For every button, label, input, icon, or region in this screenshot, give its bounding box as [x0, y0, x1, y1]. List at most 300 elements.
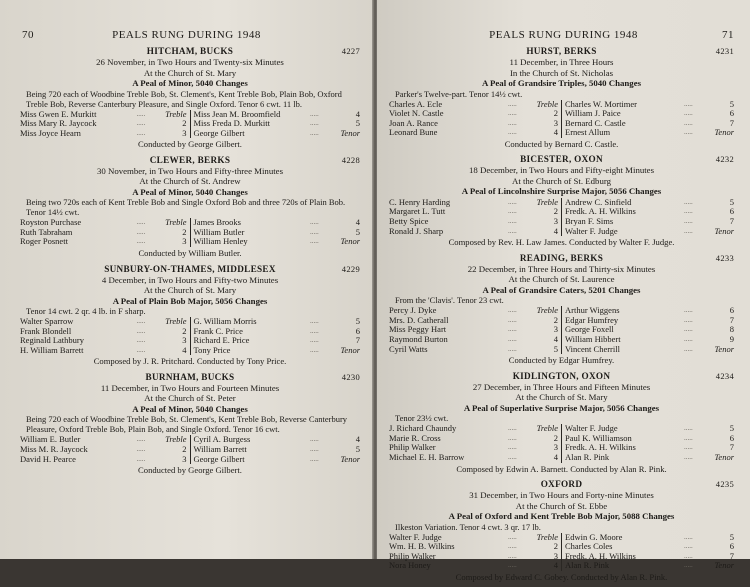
- peal-place: HITCHAM, BUCKS: [146, 46, 234, 56]
- peal-place: SUNBURY-ON-THAMES, MIDDLESEX: [104, 263, 276, 274]
- peal-record: [20, 264, 360, 367]
- bell-number: 3: [182, 236, 187, 247]
- bell-number: 5: [729, 196, 734, 207]
- bell-number: Tenor: [714, 127, 734, 138]
- leader-dots: .....: [136, 227, 146, 236]
- peal-church: At the Church of St. Mary: [143, 67, 237, 78]
- bell-number: 5: [355, 444, 360, 455]
- peal-conductor: Conducted by William Butler.: [138, 248, 242, 259]
- ringer-name: Edwin G. Moore: [565, 531, 623, 542]
- ringers-column: [389, 533, 562, 571]
- ringer-row: [194, 455, 361, 465]
- ringer-name: Miss Joyce Hearn: [20, 127, 81, 138]
- page-number: 70: [22, 29, 34, 41]
- peal-church: In the Church of St. Nicholas: [509, 67, 614, 78]
- ringers-table: [389, 306, 734, 354]
- ringer-name: Miss Gwen E. Murkitt: [20, 108, 97, 119]
- peal-heading: [389, 371, 734, 382]
- leader-dots: .....: [136, 237, 146, 246]
- peal-date: 31 December, in Two Hours and Forty-nine Minutes: [469, 490, 654, 501]
- peal-conductor: Composed by Edwin A. Barnett. Conducted by Alan R. Pink.: [456, 463, 667, 474]
- leader-dots: .....: [136, 454, 146, 463]
- ringer-name: Bryan F. Sims: [565, 216, 614, 227]
- peal-record: [389, 479, 734, 582]
- leader-dots: .....: [508, 315, 517, 324]
- leader-dots: .....: [310, 109, 319, 118]
- leader-dots: .....: [136, 326, 146, 335]
- ringer-name: Cyril A. Burgess: [193, 434, 251, 445]
- peal-method: A Peal of Minor, 5040 Changes: [132, 78, 248, 88]
- ringers-column: [20, 317, 191, 355]
- left-page: [0, 0, 373, 559]
- bell-number: Treble: [165, 434, 187, 445]
- bell-number: 5: [355, 118, 360, 129]
- ringers-table: [389, 198, 734, 236]
- ringer-name: Edgar Humfrey: [565, 314, 619, 325]
- ringer-name: Betty Spice: [389, 216, 429, 227]
- peal-heading: [389, 154, 734, 165]
- peal-record: [389, 371, 734, 474]
- ringer-name: Fredk. A. H. Wilkins: [565, 206, 636, 217]
- peal-date: 22 December, in Three Hours and Thirty-six Minutes: [467, 263, 656, 274]
- leader-dots: .....: [684, 226, 693, 235]
- peal-number: 4229: [341, 263, 360, 274]
- ringer-name: Miss Mary R. Jaycock: [20, 118, 97, 129]
- peal-method: A Peal of Grandsire Triples, 5040 Changes: [481, 78, 642, 88]
- bell-number: 3: [182, 335, 187, 346]
- peal-method: A Peal of Plain Bob Major, 5056 Changes: [112, 295, 268, 306]
- peal-conductor: Composed by J. R. Pritchard. Conducted by Tony Price.: [93, 356, 287, 367]
- bell-number: 2: [553, 206, 558, 217]
- ringer-name: William Henley: [193, 236, 248, 247]
- ringers-column: [562, 424, 734, 462]
- ringer-name: Fredk. A. H. Wilkins: [565, 442, 636, 453]
- ringer-row: [389, 561, 558, 571]
- ringer-name: Marie R. Cross: [389, 432, 441, 443]
- ringer-name: G. William Morris: [193, 316, 257, 327]
- leader-dots: .....: [310, 119, 319, 128]
- ringers-column: [191, 110, 361, 139]
- leader-dots: .....: [684, 315, 693, 324]
- bell-number: 3: [553, 117, 558, 128]
- peal-place: KIDLINGTON, OXON: [512, 370, 611, 381]
- peal-composition: Being 720 each of Woodbine Treble Bob, St. Clement's, Kent Treble Bob, Plain Bob, Oxford Treble Bob, Reverse Canterbury Pleasure, and Single Oxford. Tenor 6 cwt. 11 lb.: [26, 88, 342, 109]
- bell-number: Treble: [536, 423, 558, 434]
- bell-number: 3: [553, 442, 558, 453]
- ringer-name: Margaret L. Tutt: [389, 206, 446, 217]
- leader-dots: .....: [508, 118, 517, 127]
- ringers-column: [562, 100, 734, 138]
- leader-dots: .....: [508, 561, 517, 570]
- peal-heading: [389, 479, 734, 490]
- ringer-name: James Brooks: [193, 217, 241, 228]
- ringers-table: [389, 533, 734, 571]
- peal-conductor: Conducted by Edgar Humfrey.: [508, 355, 615, 366]
- peal-method: A Peal of Minor, 5040 Changes: [132, 403, 248, 414]
- peal-number: 4231: [715, 46, 734, 56]
- peal-heading: [20, 46, 360, 57]
- leader-dots: .....: [684, 551, 693, 560]
- leader-dots: .....: [684, 453, 693, 461]
- ringer-name: Ruth Tabraham: [20, 226, 73, 237]
- peal-date: 26 November, in Two Hours and Twenty-six Minutes: [96, 57, 284, 67]
- ringer-name: Andrew C. Sinfield: [565, 196, 632, 207]
- bell-number: 2: [553, 541, 558, 552]
- leader-dots: .....: [508, 433, 517, 442]
- bell-number: 4: [553, 334, 558, 345]
- ringer-name: Philip Walker: [389, 550, 436, 561]
- ringer-name: Miss Freda D. Murkitt: [193, 118, 270, 129]
- leader-dots: .....: [508, 197, 517, 206]
- peal-church: At the Church of St. Andrew: [139, 176, 241, 187]
- leader-dots: .....: [684, 325, 693, 334]
- ringers-table: [389, 424, 734, 462]
- peal-conductor: Conducted by George Gilbert.: [138, 139, 242, 150]
- leader-dots: .....: [684, 109, 693, 118]
- leader-dots: .....: [684, 424, 693, 433]
- leader-dots: .....: [684, 306, 693, 315]
- ringer-name: George Gilbert: [193, 127, 245, 138]
- bell-number: 6: [729, 432, 734, 443]
- bell-number: 2: [182, 226, 187, 237]
- bell-number: Treble: [536, 98, 558, 109]
- peal-record: [20, 46, 360, 150]
- leader-dots: .....: [310, 237, 319, 246]
- peal-number: 4232: [715, 154, 734, 165]
- leader-dots: .....: [508, 532, 517, 541]
- leader-dots: .....: [684, 217, 693, 226]
- ringers-column: [389, 306, 562, 354]
- peal-heading: [389, 46, 734, 57]
- peal-number: 4235: [715, 479, 734, 490]
- ringer-name: Cyril Watts: [389, 343, 428, 354]
- peal-conductor: Composed by Rev. H. Law James. Conducted by Walter F. Judge.: [448, 237, 675, 248]
- bell-number: 7: [729, 442, 734, 453]
- peal-composition: Ilkeston Variation. Tenor 4 cwt. 3 qr. 17 lb.: [395, 521, 541, 532]
- ringers-column: [562, 198, 734, 236]
- bell-number: 3: [553, 216, 558, 227]
- bell-number: 7: [729, 216, 734, 227]
- ringers-column: [20, 110, 191, 139]
- ringer-row: [389, 453, 558, 463]
- ringer-name: William Butler: [193, 226, 245, 237]
- ringer-name: Reginald Lathbury: [20, 335, 84, 346]
- peal-method: A Peal of Superlative Surprise Major, 5056 Changes: [463, 402, 660, 413]
- peal-method: A Peal of Grandsire Caters, 5201 Changes: [482, 284, 641, 295]
- ringer-name: Charles W. Mortimer: [565, 98, 638, 109]
- bell-number: 9: [729, 334, 734, 345]
- bell-number: 3: [553, 550, 558, 561]
- ringer-name: Charles A. Ecle: [389, 98, 443, 109]
- leader-dots: .....: [684, 542, 693, 551]
- peal-heading: [20, 372, 360, 383]
- ringer-name: Frank C. Price: [193, 325, 243, 336]
- ringers-column: [389, 100, 562, 138]
- leader-dots: .....: [508, 325, 517, 334]
- peal-place: OXFORD: [540, 479, 583, 490]
- leader-dots: .....: [136, 435, 146, 444]
- bell-number: 7: [729, 314, 734, 325]
- ringers-column: [191, 218, 361, 247]
- ringer-name: C. Henry Harding: [389, 196, 451, 207]
- leader-dots: .....: [310, 227, 319, 236]
- bell-number: 6: [729, 305, 734, 316]
- ringer-row: [389, 345, 558, 355]
- bell-number: 6: [729, 108, 734, 119]
- peal-record: [389, 154, 734, 247]
- leader-dots: .....: [684, 207, 693, 216]
- bell-number: 4: [355, 434, 360, 445]
- ringer-row: [20, 346, 187, 356]
- peal-record: [20, 372, 360, 476]
- ringers-column: [389, 424, 562, 462]
- ringer-name: Walter Sparrow: [20, 316, 74, 327]
- bell-number: 3: [182, 453, 187, 464]
- peal-date: 4 December, in Two Hours and Fifty-two Minutes: [101, 274, 279, 285]
- peal-place: HURST, BERKS: [526, 46, 597, 56]
- peal-number: 4234: [715, 370, 734, 381]
- ringer-row: [194, 129, 361, 139]
- peal-church: At the Church of St. Peter: [144, 393, 236, 404]
- peal-date: 11 December, in Three Hours: [509, 57, 614, 67]
- bell-number: 7: [355, 335, 360, 346]
- bell-number: 2: [553, 314, 558, 325]
- leader-dots: .....: [508, 453, 517, 461]
- ringers-table: [20, 435, 360, 464]
- ringer-row: [20, 455, 187, 465]
- ringers-column: [191, 317, 361, 355]
- bell-number: 2: [182, 325, 187, 336]
- bell-number: 3: [553, 324, 558, 335]
- bell-number: 4: [355, 108, 360, 119]
- bell-number: Treble: [165, 217, 187, 228]
- leader-dots: .....: [508, 551, 517, 560]
- leader-dots: .....: [136, 317, 146, 326]
- ringer-name: Miss M. R. Jaycock: [20, 444, 88, 455]
- peal-heading: [389, 253, 734, 264]
- leader-dots: .....: [684, 99, 693, 108]
- running-head: PEALS RUNG DURING 1948: [112, 29, 261, 41]
- leader-dots: .....: [508, 217, 517, 226]
- leader-dots: .....: [684, 443, 693, 452]
- ringers-table: [389, 100, 734, 138]
- bell-number: 2: [182, 444, 187, 455]
- ringer-row: [565, 453, 734, 463]
- ringer-name: Ronald J. Sharp: [389, 225, 444, 236]
- ringer-name: Paul K. Williamson: [565, 432, 632, 443]
- peal-composition: Tenor 23½ cwt.: [395, 413, 449, 424]
- peal-composition: Being 720 each of Woodbine Treble Bob, St. Clement's, Kent Treble Bob, Reverse Canterbury Pleasure, Oxford Treble Bob, Plain Bob, and Single Oxford. Tenor 16 cwt.: [26, 414, 348, 435]
- bell-number: Tenor: [340, 236, 360, 247]
- peal-church: At the Church of St. Edburg: [511, 175, 612, 186]
- ringer-name: Percy J. Dyke: [389, 305, 437, 316]
- leader-dots: .....: [508, 128, 517, 137]
- peal-date: 18 December, in Two Hours and Fifty-eight Minutes: [468, 165, 655, 176]
- ringer-name: Alan R. Pink: [565, 560, 610, 571]
- bell-number: 2: [553, 108, 558, 119]
- peal-place: BURNHAM, BUCKS: [145, 371, 235, 382]
- ringer-name: Richard E. Price: [193, 335, 250, 346]
- bell-number: 4: [355, 217, 360, 228]
- bell-number: Tenor: [340, 453, 360, 464]
- ringer-name: Bernard C. Castle: [565, 117, 626, 128]
- peal-number: 4228: [341, 154, 360, 165]
- peal-date: 27 December, in Three Hours and Fifteen Minutes: [472, 381, 651, 392]
- ringers-table: [20, 317, 360, 355]
- ringer-name: Walter F. Judge: [565, 423, 618, 434]
- leader-dots: .....: [508, 335, 517, 344]
- ringer-name: Miss Jean M. Broomfield: [193, 108, 281, 119]
- leader-dots: .....: [684, 433, 693, 442]
- ringer-row: [194, 237, 361, 247]
- ringer-name: Miss Peggy Hart: [389, 324, 447, 335]
- ringer-name: Walter F. Judge: [565, 225, 618, 236]
- peal-record: [389, 253, 734, 366]
- bell-number: 4: [553, 225, 558, 236]
- page-number: 71: [722, 29, 734, 41]
- bell-number: 8: [729, 324, 734, 335]
- bell-number: 4: [553, 452, 558, 462]
- ringers-column: [389, 198, 562, 236]
- leader-dots: .....: [136, 336, 146, 345]
- bell-number: Tenor: [714, 343, 734, 354]
- ringer-name: Walter F. Judge: [389, 531, 442, 542]
- bell-number: 6: [729, 206, 734, 217]
- running-head: PEALS RUNG DURING 1948: [489, 29, 638, 41]
- peal-method: A Peal of Minor, 5040 Changes: [132, 186, 248, 197]
- bell-number: 4: [553, 560, 558, 571]
- ringer-name: Roger Posnett: [20, 236, 68, 247]
- ringer-row: [20, 237, 187, 247]
- peal-composition: Being two 720s each of Kent Treble Bob and Single Oxford Bob and three 720s of Plain Bob. Tenor 14½ cwt.: [26, 197, 346, 218]
- ringer-name: Joan A. Rance: [389, 117, 438, 128]
- ringers-column: [562, 533, 734, 571]
- peal-number: 4233: [715, 252, 734, 263]
- peal-church: At the Church of St. Mary: [143, 285, 237, 296]
- peal-composition: Tenor 14 cwt. 2 qr. 4 lb. in F sharp.: [26, 306, 146, 317]
- leader-dots: .....: [508, 226, 517, 235]
- ringer-name: Leonard Bune: [389, 127, 438, 138]
- leader-dots: .....: [684, 128, 693, 137]
- peal-place: BICESTER, OXON: [520, 154, 603, 165]
- bell-number: Treble: [536, 305, 558, 316]
- leader-dots: .....: [310, 326, 319, 335]
- bell-number: Tenor: [714, 452, 734, 462]
- ringer-row: [565, 227, 734, 237]
- bell-number: 6: [729, 541, 734, 552]
- ringer-name: George Gilbert: [193, 453, 245, 464]
- leader-dots: .....: [310, 128, 319, 137]
- bell-number: 4: [553, 127, 558, 138]
- leader-dots: .....: [310, 345, 319, 354]
- ringer-row: [565, 128, 734, 138]
- bell-number: 7: [729, 550, 734, 561]
- leader-dots: .....: [508, 344, 517, 353]
- bell-number: 5: [553, 343, 558, 354]
- peal-method: A Peal of Oxford and Kent Treble Bob Major, 5088 Changes: [448, 511, 675, 522]
- ringer-name: Raymond Burton: [389, 334, 448, 345]
- leader-dots: .....: [310, 218, 319, 227]
- bell-number: Treble: [165, 316, 187, 327]
- ringer-name: Wm. H. B. Wilkins: [389, 541, 455, 552]
- leader-dots: .....: [310, 336, 319, 345]
- peal-composition: From the 'Clavis'. Tenor 23 cwt.: [395, 295, 504, 306]
- leader-dots: .....: [136, 119, 146, 128]
- leader-dots: .....: [684, 118, 693, 127]
- peal-heading: [20, 155, 360, 166]
- leader-dots: .....: [684, 335, 693, 344]
- bell-number: 5: [729, 423, 734, 434]
- bell-number: 7: [729, 117, 734, 128]
- peal-record: [20, 155, 360, 259]
- leader-dots: .....: [136, 345, 146, 354]
- bell-number: 5: [355, 226, 360, 237]
- peal-conductor: Conducted by George Gilbert.: [138, 465, 242, 476]
- ringer-name: Royston Purchase: [20, 217, 82, 228]
- ringer-name: George Foxell: [565, 324, 614, 335]
- ringer-name: Fredk. A. H. Wilkins: [565, 550, 636, 561]
- peal-place: READING, BERKS: [519, 252, 604, 263]
- bell-number: 2: [182, 118, 187, 129]
- ringer-name: William J. Paice: [565, 108, 621, 119]
- leader-dots: .....: [310, 435, 319, 444]
- leader-dots: .....: [310, 317, 319, 326]
- leader-dots: .....: [136, 128, 146, 137]
- peal-record: [389, 46, 734, 149]
- peals-list: [20, 46, 360, 481]
- peal-church: At the Church of St. Ebbe: [515, 500, 608, 511]
- ringer-name: H. William Barrett: [20, 344, 84, 355]
- bell-number: Treble: [536, 196, 558, 207]
- bell-number: 5: [729, 98, 734, 109]
- ringer-row: [389, 227, 558, 237]
- leader-dots: .....: [508, 424, 517, 433]
- peal-conductor: Conducted by Bernard C. Castle.: [504, 138, 619, 149]
- leader-dots: .....: [684, 197, 693, 206]
- peal-church: At the Church of St. Mary: [515, 392, 608, 403]
- bell-number: 4: [182, 344, 187, 355]
- ringer-row: [565, 561, 734, 571]
- bell-number: Treble: [165, 108, 187, 119]
- ringer-name: Michael E. H. Barrow: [389, 452, 465, 462]
- ringers-table: [20, 218, 360, 247]
- bell-number: 2: [553, 432, 558, 443]
- ringers-table: [20, 110, 360, 139]
- leader-dots: .....: [508, 99, 517, 108]
- ringer-name: Tony Price: [193, 344, 231, 355]
- leader-dots: .....: [684, 561, 693, 570]
- ringer-name: Arthur Wiggens: [565, 305, 620, 316]
- ringers-column: [20, 218, 191, 247]
- bell-number: 5: [355, 316, 360, 327]
- leader-dots: .....: [684, 532, 693, 541]
- ringers-column: [20, 435, 191, 464]
- leader-dots: .....: [508, 207, 517, 216]
- peal-place: CLEWER, BERKS: [149, 154, 231, 165]
- ringer-name: Mrs. D. Catherall: [389, 314, 449, 325]
- ringer-name: Vincent Cherrill: [565, 343, 620, 354]
- leader-dots: .....: [136, 109, 146, 118]
- right-page: [377, 0, 750, 582]
- ringer-name: David H. Pearce: [20, 453, 76, 464]
- leader-dots: .....: [310, 445, 319, 454]
- ringer-name: Nora Honey: [389, 560, 431, 571]
- ringer-name: Alan R. Pink: [565, 452, 610, 462]
- ringers-column: [191, 435, 361, 464]
- ringer-name: William Hibbert: [565, 334, 621, 345]
- leader-dots: .....: [508, 542, 517, 551]
- peal-conductor: Composed by Edward C. Gobey. Conducted by Alan R. Pink.: [455, 571, 668, 582]
